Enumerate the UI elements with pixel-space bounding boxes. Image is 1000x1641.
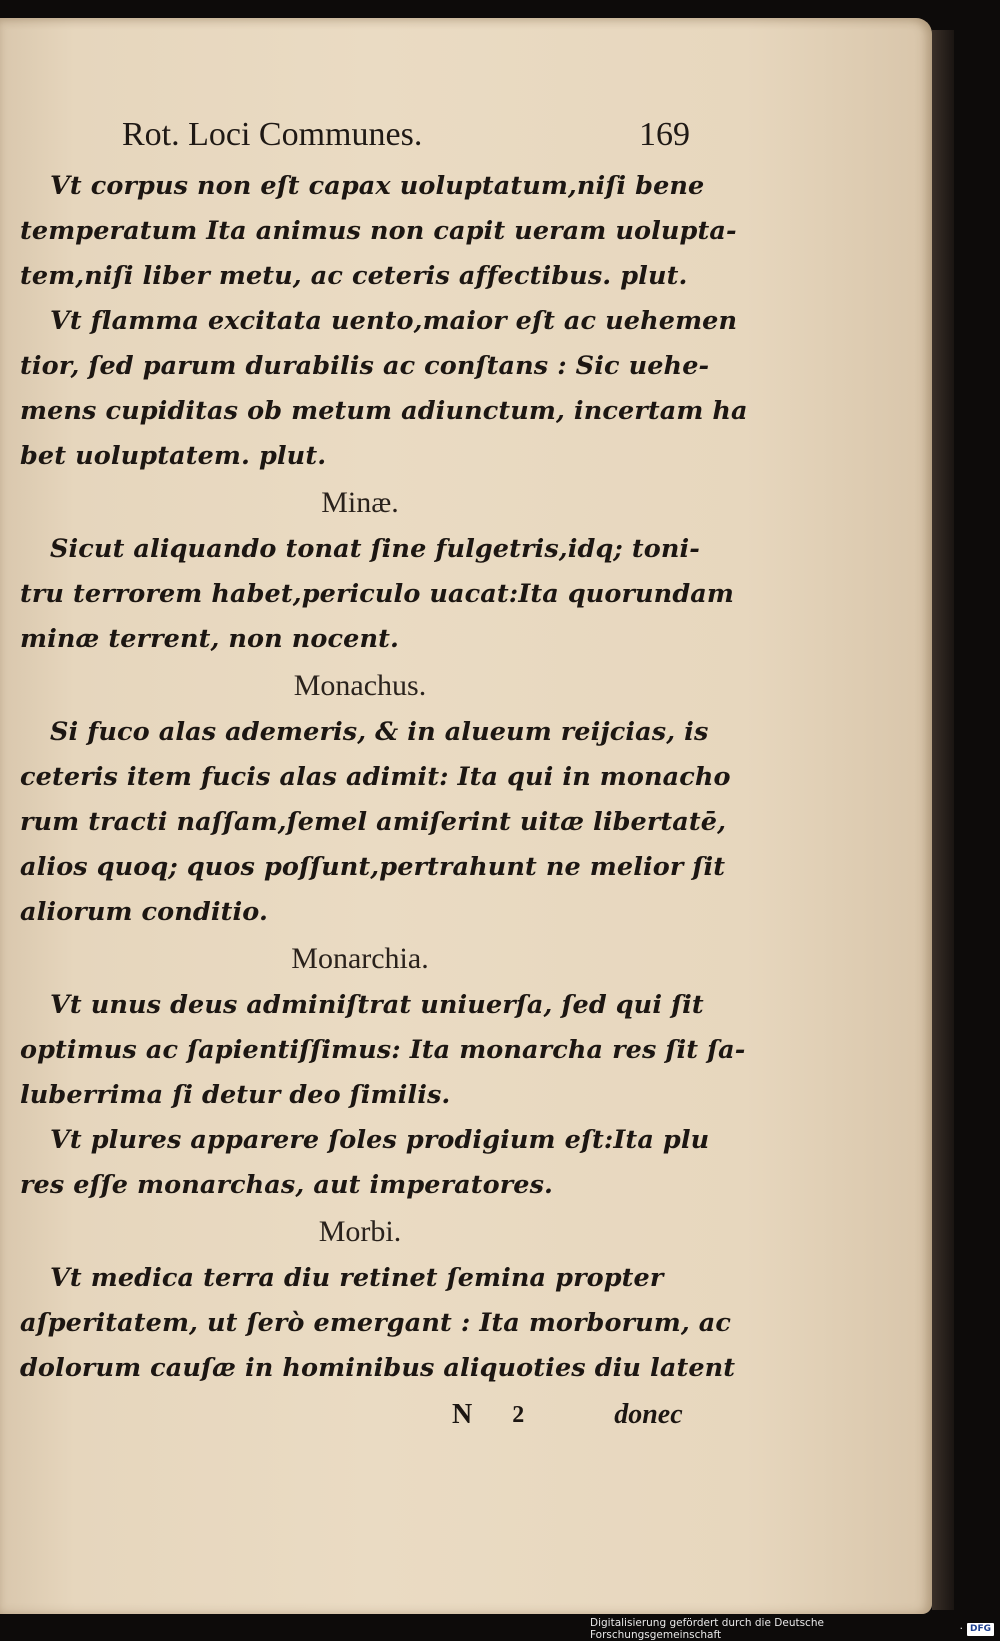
- text-line: optimus ac ſapientiſſimus: Ita monarcha res ſit ſa-: [20, 1035, 746, 1065]
- text-line: Vt medica terra diu retinet ſemina propter: [50, 1263, 664, 1293]
- signature-number: 2: [512, 1402, 525, 1428]
- text-line: bet uoluptatem. plut.: [20, 441, 327, 471]
- text-line: tru terrorem habet,periculo uacat:Ita quorundam: [20, 579, 734, 609]
- text-line: aſperitatem, ut ſerò emergant : Ita morborum, ac: [20, 1308, 732, 1338]
- text-line: aliorum conditio.: [20, 897, 268, 927]
- catchword: donec: [614, 1399, 683, 1430]
- text-line: alios quoq; quos poſſunt,pertrahunt ne melior ſit: [20, 852, 726, 882]
- signature-line: [20, 1391, 700, 1439]
- text-line: Vt flamma excitata uento,maior eſt ac uehemen: [50, 306, 738, 336]
- section-heading: Morbi.: [318, 1215, 402, 1248]
- text-line: rum tracti naſſam,ſemel amiſerint uitæ libertatē,: [20, 807, 727, 837]
- section-heading: Monarchia.: [291, 942, 429, 975]
- text-line: res eſſe monarchas, aut imperatores.: [20, 1170, 554, 1200]
- section-heading: Monachus.: [293, 669, 427, 702]
- digitization-footer: Digitalisierung gefördert durch die Deutsche Forschungsgemeinschaft · DFG: [590, 1620, 994, 1638]
- body-lines: [20, 164, 748, 1391]
- text-line: dolorum cauſæ in hominibus aliquoties diu latent: [20, 1353, 736, 1383]
- text-line: mens cupiditas ob metum adiunctum, incertam ha: [20, 396, 748, 426]
- page-text-block: [20, 116, 748, 1439]
- section-heading: Minæ.: [321, 486, 399, 519]
- text-line: minæ terrent, non nocent.: [20, 624, 399, 654]
- text-line: Sicut aliquando tonat ſine fulgetris,idq; toni-: [50, 534, 700, 564]
- page-number: 169: [639, 116, 690, 153]
- footer-credit: Digitalisierung gefördert durch die Deutsche Forschungsgemeinschaft: [590, 1617, 824, 1641]
- book-page: [0, 18, 932, 1614]
- text-line: Si fuco alas ademeris, & in alueum reijcias, is: [50, 717, 709, 747]
- text-line: luberrima ſi detur deo ſimilis.: [20, 1080, 451, 1110]
- text-line: Vt plures apparere ſoles prodigium eſt:Ita plu: [50, 1125, 710, 1155]
- text-line: Vt unus deus adminiſtrat uniuerſa, ſed qui ſit: [50, 990, 704, 1020]
- page-edge-shadow: [932, 30, 954, 1610]
- text-line: tior, ſed parum durabilis ac conſtans : Sic uehe-: [20, 351, 710, 381]
- running-head: [20, 116, 700, 164]
- text-line: temperatum Ita animus non capit ueram uolupta-: [20, 216, 737, 246]
- text-line: Vt corpus non eſt capax uoluptatum,niſi bene: [50, 171, 705, 201]
- dfg-logo: DFG: [967, 1623, 994, 1636]
- text-line: tem,niſi liber metu, ac ceteris affectibus. plut.: [20, 261, 688, 291]
- signature-mark: N: [452, 1399, 473, 1430]
- text-line: ceteris item fucis alas adimit: Ita qui in monacho: [20, 762, 731, 792]
- running-head-title: Rot. Loci Communes.: [122, 116, 423, 153]
